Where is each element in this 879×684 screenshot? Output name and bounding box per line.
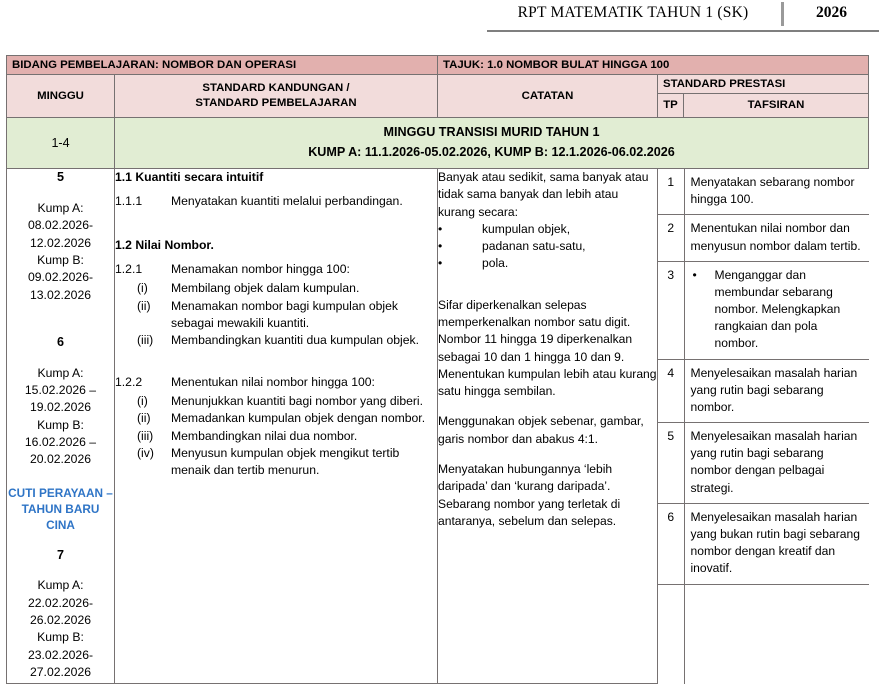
week-5-kumpA-label: Kump A: <box>37 200 84 215</box>
list-item-marker: (ii) <box>137 411 151 426</box>
transition-week-number: 1-4 <box>51 136 70 151</box>
header-minggu: MINGGU <box>7 75 115 118</box>
table-row <box>658 169 869 215</box>
week-6-kumpA-line1: 15.02.2026 – <box>24 383 97 398</box>
document-title: RPT MATEMATIK TAHUN 1 (SK) <box>517 4 749 21</box>
list-item-text: Membilang objek dalam kumpulan. <box>171 281 360 296</box>
table-row <box>658 215 869 261</box>
list-item-marker: (iii) <box>137 428 154 443</box>
learning-standard-1-2-2-code: 1.2.2 <box>115 374 143 389</box>
tafsiran-text: Menyelesaikan masalah harian yang rutin bagi sebarang nombor dengan pelbagai strategi. <box>684 423 869 504</box>
transition-week-row <box>7 118 869 169</box>
list-item <box>115 280 437 297</box>
week-6-number: 6 <box>56 334 64 349</box>
list-item-marker: (iii) <box>137 333 154 348</box>
week-7-kumpB-label: Kump B: <box>37 630 84 645</box>
list-item <box>438 255 657 272</box>
tp-level-empty <box>658 584 684 684</box>
tajuk-banner: TAJUK: 1.0 NOMBOR BULAT HINGGA 100 <box>438 56 869 75</box>
list-item-text: kumpulan objek, <box>482 221 571 236</box>
table-row <box>658 261 869 359</box>
list-item <box>115 332 437 349</box>
holiday-note <box>7 486 114 534</box>
tp-level: 3 <box>658 261 684 359</box>
list-item <box>438 221 657 238</box>
banner-row <box>7 56 869 75</box>
holiday-note-line1: CUTI PERAYAAN – <box>8 485 113 500</box>
catatan-cell <box>438 169 658 684</box>
week-7-kumpB-line1: 23.02.2026- <box>27 647 94 662</box>
tafsiran-text: Menyelesaikan masalah harian yang rutin bagi sebarang nombor. <box>684 359 869 423</box>
bullet-icon: • <box>438 221 443 236</box>
learning-standard-1-2-2 <box>115 374 437 391</box>
header-tafsiran: TAFSIRAN <box>684 94 869 118</box>
tp-level: 2 <box>658 215 684 261</box>
bullet-icon: • <box>438 239 443 254</box>
tp-level: 4 <box>658 359 684 423</box>
tp-level: 1 <box>658 169 684 215</box>
list-item <box>115 298 437 333</box>
week-5-kumpB-line2: 13.02.2026 <box>30 287 91 302</box>
list-item-text: Membandingkan nilai dua nombor. <box>171 428 358 443</box>
week-6-kumpB-line1: 16.02.2026 – <box>24 435 97 450</box>
tafsiran-cell-bulleted <box>684 261 869 359</box>
catatan-paragraph-1: Banyak atau sedikit, sama banyak atau tidak sama banyak dan lebih atau kurang secara: <box>438 170 649 219</box>
table-row <box>658 359 869 423</box>
tafsiran-bullet-row <box>691 267 864 353</box>
week-6-kumpA-label: Kump A: <box>37 365 84 380</box>
table-row <box>658 423 869 504</box>
header-standard-line2: STANDARD PEMBELAJARAN <box>195 97 357 110</box>
week-6-kumpB-line2: 20.02.2026 <box>30 452 91 467</box>
week-6-kumpB-label: Kump B: <box>37 417 84 432</box>
transition-week-text-cell <box>115 118 869 169</box>
content-standard-1-2: 1.2 Nilai Nombor. <box>115 237 214 252</box>
catatan-paragraph-3: Menggunakan objek sebenar, gambar, garis nombor dan abakus 4:1. <box>438 414 644 446</box>
learning-standard-1-2-1-code: 1.2.1 <box>115 262 143 277</box>
column-header-row-1 <box>7 75 869 94</box>
tafsiran-empty <box>684 584 869 684</box>
week-7-kumpB-line2: 27.02.2026 <box>30 665 91 680</box>
list-item-marker: (i) <box>137 394 148 409</box>
minggu-cell <box>7 169 115 684</box>
learning-standard-1-2-1-text: Menamakan nombor hingga 100: <box>171 262 350 277</box>
transition-week-text <box>115 118 868 168</box>
list-item-marker: (ii) <box>137 298 151 313</box>
list-item <box>115 410 437 427</box>
catatan-paragraph-4: Menyatakan hubungannya ‘lebih daripada’ dan ‘kurang daripada’. Sebarang nombor yang terletak di antaranya, sebelum dan selepas. <box>438 462 621 528</box>
week-5-kumpA-line2: 12.02.2026 <box>30 235 91 250</box>
performance-standards-table <box>658 169 869 683</box>
bullet-icon: • <box>438 256 443 271</box>
catatan-bullet-list <box>438 221 657 273</box>
list-item-text: pola. <box>482 256 509 271</box>
tafsiran-text: Menentukan nilai nombor dan menyusun nombor dalam tertib. <box>684 215 869 261</box>
header-tp: TP <box>658 94 684 118</box>
transition-line2: KUMP A: 11.1.2026-05.02.2026, KUMP B: 12.1.2026-06.02.2026 <box>308 144 675 159</box>
catatan-spacer-1 <box>438 273 657 297</box>
rpt-table-container <box>6 55 868 684</box>
tafsiran-text: Menyatakan sebarang nombor hingga 100. <box>684 169 869 215</box>
header-standard-line1: STANDARD KANDUNGAN / <box>202 81 350 94</box>
standard-spacer-1 <box>115 213 437 237</box>
week-5-kumpB-label: Kump B: <box>37 252 84 267</box>
week-7-kumpA-line2: 26.02.2026 <box>30 613 91 628</box>
learning-standard-1-2-1-list <box>115 280 437 349</box>
tp-level: 6 <box>658 503 684 584</box>
rpt-table <box>6 55 869 684</box>
learning-standard-1-1-1 <box>115 193 437 210</box>
header-standard <box>115 75 438 118</box>
list-item-text: padanan satu-satu, <box>482 239 586 254</box>
standard-spacer-2 <box>115 350 437 374</box>
week-5-kumpA-line1: 08.02.2026- <box>27 218 94 233</box>
week-6-kumpA-line2: 19.02.2026 <box>30 400 91 415</box>
learning-standard-1-2-2-list <box>115 393 437 480</box>
tp-level: 5 <box>658 423 684 504</box>
week-7-kumpA-label: Kump A: <box>37 578 84 593</box>
list-item-text: Menamakan nombor bagi kumpulan objek sebagai mewakili kuantiti. <box>171 298 398 331</box>
header-standard-prestasi: STANDARD PRESTASI <box>658 75 869 94</box>
content-row <box>7 169 869 684</box>
page-header-inner <box>487 0 879 30</box>
list-item <box>115 428 437 445</box>
week-7-number: 7 <box>56 547 64 562</box>
week-5-number: 5 <box>56 170 64 185</box>
tafsiran-text: Menganggar dan membundar sebarang nombor. Melengkapkan rangkaian dan pola nombor. <box>714 267 841 351</box>
transition-week-number-cell <box>7 118 115 169</box>
list-item-marker: (i) <box>137 281 148 296</box>
learning-standard-1-1-1-code: 1.1.1 <box>115 194 143 209</box>
table-row <box>658 503 869 584</box>
minggu-spacer-1 <box>7 304 114 334</box>
standard-cell <box>115 169 438 684</box>
document-year: 2026 <box>816 4 847 21</box>
list-item-text: Menyusun kumpulan objek mengikut tertib menaik dan tertib menurun. <box>171 446 400 478</box>
content-standard-1-1: 1.1 Kuantiti secara intuitif <box>115 170 264 185</box>
table-row-empty <box>658 584 869 684</box>
bidang-pembelajaran-banner: BIDANG PEMBELAJARAN: NOMBOR DAN OPERASI <box>7 56 438 75</box>
bullet-icon: • <box>692 267 697 282</box>
week-5-kumpB-line1: 09.02.2026- <box>27 270 94 285</box>
learning-standard-1-2-1 <box>115 261 437 278</box>
list-item-text: Menunjukkan kuantiti bagi nombor yang diberi. <box>171 394 424 409</box>
catatan-paragraph-2: Sifar diperkenalkan selepas memperkenalkan nombor satu digit. Nombor 11 hingga 19 diperkenalkan sebagai 10 dan 1 hingga 10 dan 9. Menentukan kumpulan lebih atau kurang satu hingga sembilan. <box>438 297 657 399</box>
header-rule <box>487 30 879 32</box>
standard-prestasi-cell <box>658 169 869 684</box>
list-item <box>115 445 437 480</box>
week-7-kumpA-line1: 22.02.2026- <box>27 595 94 610</box>
holiday-note-line2: TAHUN BARU CINA <box>21 501 100 532</box>
list-item <box>115 393 437 410</box>
list-item-marker: (iv) <box>137 446 154 461</box>
learning-standard-1-2-2-text: Menentukan nilai nombor hingga 100: <box>171 374 375 389</box>
page-header <box>0 0 879 36</box>
list-item-text: Memadankan kumpulan objek dengan nombor. <box>171 411 426 426</box>
header-catatan: CATATAN <box>438 75 658 118</box>
tafsiran-text: Menyelesaikan masalah harian yang bukan rutin bagi sebarang nombor dengan kreatif dan inovatif. <box>684 503 869 584</box>
transition-line1: MINGGU TRANSISI MURID TAHUN 1 <box>383 125 600 140</box>
list-item-text: Membandingkan kuantiti dua kumpulan objek. <box>171 333 419 348</box>
minggu-spacer-2 <box>7 469 114 483</box>
learning-standard-1-1-1-text: Menyatakan kuantiti melalui perbandingan. <box>171 194 403 209</box>
list-item <box>438 238 657 255</box>
